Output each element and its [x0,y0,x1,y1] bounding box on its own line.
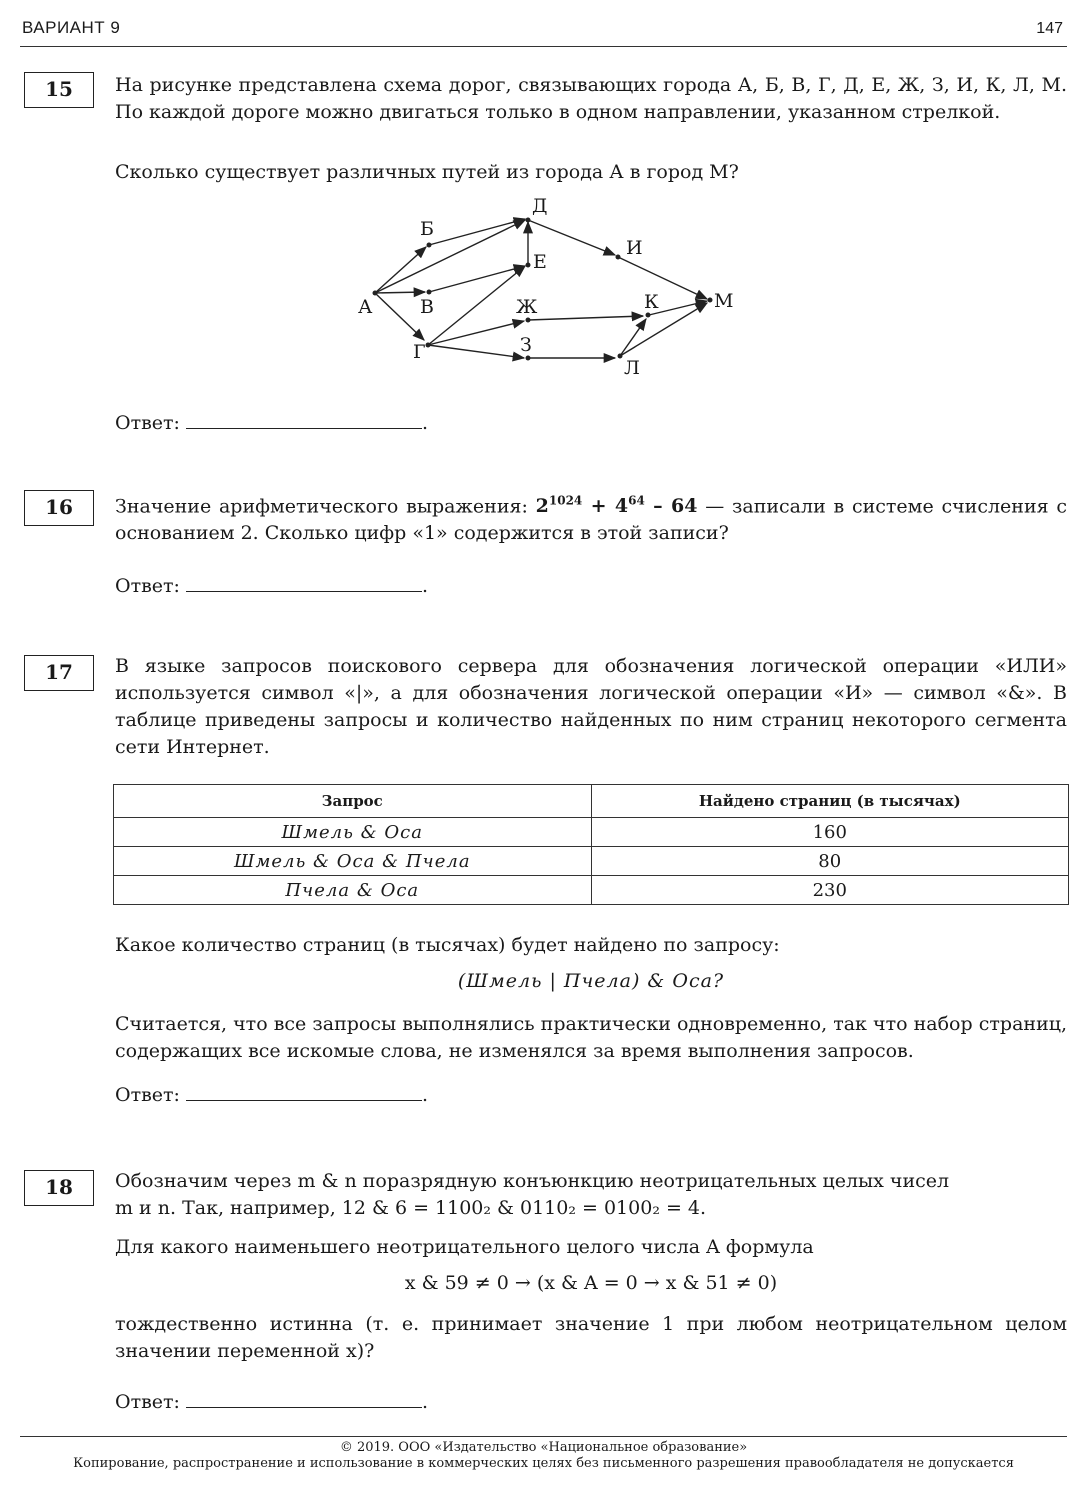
graph-labels [358,195,733,379]
node-label-m: М [714,290,734,312]
node-label-l: Л [624,357,640,379]
edge-b-d [429,219,525,245]
task-18-tail: тождественно истинна (т. е. принимает значение 1 при любом неотрицательном целом значении переменной x)? [115,1313,1067,1362]
task-18-line-2: m и n. Так, например, 12 & 6 = 1100₂ & 0110₂ = 0100₂ = 4. [115,1197,707,1219]
node-label-a: А [358,296,373,318]
answer-label: Ответ: [115,1084,180,1106]
expr-op-1: + [582,495,615,518]
node-point-v [427,290,432,295]
table-cell-pages: 160 [591,818,1069,847]
edge-zh-k [528,316,643,320]
node-label-i: И [626,237,643,259]
table-row [114,818,1069,847]
node-point-g [426,343,431,348]
node-point-b [427,243,432,248]
page-footer [20,1436,1067,1472]
table-cell-pages: 230 [591,876,1069,905]
node-label-k: К [644,291,659,313]
expr-op-2: – 64 [644,495,698,518]
node-point-z [526,356,531,361]
variant-label: ВАРИАНТ 9 [22,18,121,37]
answer-15-field[interactable] [186,410,422,429]
task-16-rest: — записали в системе счисления с основанием 2. Сколько цифр «1» содержится в этой записи? [115,495,1068,545]
node-point-a [373,291,378,296]
edge-a-g [375,293,424,340]
task-17-note: Считается, что все запросы выполнялись практически одновременно, так что набор страниц, содержащих все искомые слова, не изменялся за время выполнения запросов. [115,1013,1067,1062]
edge-a-b [375,247,426,293]
task-18-formula: x & 59 ≠ 0 → (x & A = 0 → x & 51 ≠ 0) [404,1272,778,1294]
answer-17-field[interactable] [186,1082,422,1101]
task-17-question: Какое количество страниц (в тысячах) будет найдено по запросу: [115,934,780,956]
answer-18-field[interactable] [186,1389,422,1408]
task-17-text: В языке запросов поискового сервера для обозначения логической операции «ИЛИ» используется символ «|», а для обозначения логической операции «И» — символ «&». В таблице приведены запросы и количество найденных по ним страниц некоторого сегмента сети Интернет. [115,655,1067,758]
expr-base-2: 4 [614,495,629,518]
task-number-16: 16 [24,490,94,526]
answer-label: Ответ: [115,1391,180,1413]
expr-exp-2: 64 [628,494,645,508]
answer-label: Ответ: [115,575,180,597]
task-number-15: 15 [24,72,94,108]
node-label-zh: Ж [516,296,538,318]
task-16-expression [536,495,698,517]
task-17-query-expression: (Шмель | Пчела) & Оса? [457,970,725,992]
task-number-18: 18 [24,1170,94,1206]
table-header-query: Запрос [114,785,592,818]
expr-exp-1: 1024 [548,494,583,508]
task-15-question: Сколько существует различных путей из города А в город М? [115,161,739,183]
answer-15: Ответ: . [115,412,428,434]
task-15-text: На рисунке представлена схема дорог, связывающих города А, Б, В, Г, Д, Е, Ж, З, И, К, Л, М. По каждой дороге можно двигаться только в одном направлении, указанном стрелкой. [115,74,1067,123]
answer-18: Ответ: . [115,1391,428,1413]
node-point-l [618,354,623,359]
edge-d-i [528,220,615,255]
page-number: 147 [1036,20,1063,37]
edge-i-m [618,257,707,299]
task-16-intro: Значение арифметического выражения: [115,495,536,518]
table-header-pages: Найдено страниц (в тысячах) [591,785,1069,818]
footer-copyright: © 2019. ООО «Издательство «Национальное образование» [339,1440,748,1455]
node-label-d: Д [532,195,548,217]
table-cell-query: Шмель & Оса [114,818,592,847]
edge-g-z [428,345,524,358]
table-cell-pages: 80 [591,847,1069,876]
node-point-zh [526,318,531,323]
task-number-17: 17 [24,655,94,691]
edge-l-k [620,319,646,356]
node-point-m [708,298,713,303]
node-label-g: Г [413,341,426,363]
task-18-line-1: Обозначим через m & n поразрядную конъюнкцию неотрицательных целых чисел [115,1170,950,1192]
road-graph-diagram [350,190,750,380]
table-cell-query: Шмель & Оса & Пчела [114,847,592,876]
edge-v-e [429,266,525,292]
table-header-row [114,785,1069,818]
task-18-question: Для какого наименьшего неотрицательного целого числа A формула [115,1236,814,1258]
edge-a-d [375,220,525,293]
edge-a-v [375,292,425,293]
answer-17: Ответ: . [115,1084,428,1106]
node-point-d [526,218,531,223]
node-label-b: Б [420,218,434,240]
expr-base-1: 2 [535,495,549,518]
node-point-e [526,263,531,268]
page-header [20,14,1067,47]
node-point-k [646,313,651,318]
node-label-v: В [420,296,434,318]
answer-16: Ответ: . [115,575,428,597]
answer-label: Ответ: [115,412,180,434]
table-row [114,876,1069,905]
node-point-i [616,255,621,260]
table-cell-query: Пчела & Оса [114,876,592,905]
node-label-e: Е [533,251,547,273]
query-table [113,784,1069,905]
footer-rights: Копирование, распространение и использование в коммерческих целях без письменного разрешения правообладателя не допускается [73,1456,1014,1471]
task-16-text [115,488,1067,547]
node-label-z: З [520,334,532,356]
table-row [114,847,1069,876]
answer-16-field[interactable] [186,573,422,592]
